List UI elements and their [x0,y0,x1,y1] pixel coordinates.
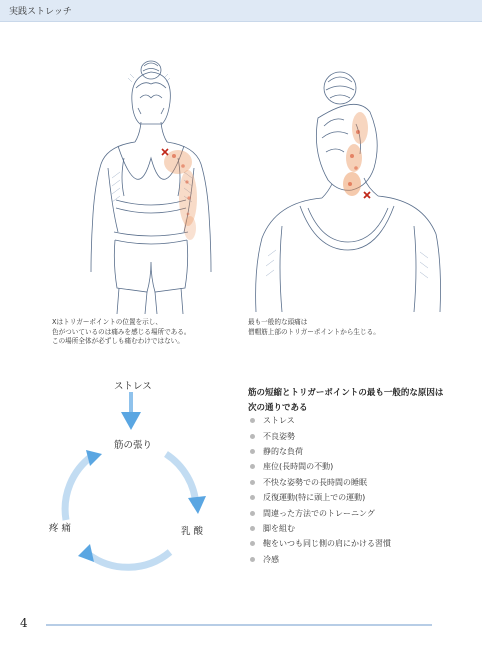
caption-line: 色がついているのは痛みを感じる場所である。 [52,327,191,336]
list-item: 不良姿勢 [250,428,391,443]
stress-down-arrow [121,392,141,430]
arrow-head-icon [78,544,94,562]
cycle-label-tension: 筋の張り [114,440,153,451]
list-item: 間違った方法でのトレーニング [250,505,391,520]
caption-line: この場所全体が必ずしも痛むわけではない。 [52,337,184,345]
cycle-label-lactic: 乳 酸 [181,526,204,537]
caption-line: 僧帽筋上部のトリガーポイントから生じる。 [248,327,380,336]
bullet-icon [250,464,255,469]
arc-pain-to-tension [65,456,92,520]
list-item: 鞄をいつも同じ側の肩にかける習慣 [250,536,391,551]
bullet-icon [250,557,255,562]
list-item: ストレス [250,413,391,428]
bullet-icon [250,434,255,439]
pain-area-left [164,150,197,240]
right-figure-caption [248,318,380,337]
bullet-icon [250,541,255,546]
cycle-label-pain: 疼 痛 [49,523,72,534]
header-title: 実践ストレッチ [9,7,72,17]
arrow-head-icon [86,450,102,466]
page-header [0,0,482,21]
bullet-icon [250,495,255,500]
bullet-icon [250,480,255,485]
cycle-diagram [30,370,230,580]
arrow-head-icon [188,496,206,514]
cycle-label-stress: ストレス [114,381,152,392]
list-item: 座位(長時間の不動) [250,459,391,474]
neck-closeup-illustration [252,66,442,312]
header-divider [0,21,482,22]
list-item: 反復運動(特に頭上での運動) [250,490,391,505]
arc-lactic-to-pain [88,552,170,567]
bullet-icon [250,449,255,454]
causes-title-line-2: 次の通りである [248,403,308,413]
page-number: 4 [20,616,28,630]
trigger-point-x-icon [162,149,168,155]
bullet-icon [250,511,255,516]
caption-line: 最も一般的な頭痛は [248,318,308,326]
bullet-icon [250,418,255,423]
causes-title-line-1: 筋の短縮とトリガーポイントの最も一般的な原因は [248,388,444,398]
back-view-illustration [88,58,218,314]
causes-list [250,413,391,567]
footer-divider [46,624,432,626]
bullet-icon [250,526,255,531]
caption-line: Xはトリガーポイントの位置を示し、 [52,318,162,326]
trigger-point-x-icon [364,192,370,198]
list-item: 冷感 [250,552,391,567]
list-item: 不快な姿勢での長時間の睡眠 [250,475,391,490]
list-item: 脚を組む [250,521,391,536]
left-figure-caption [52,318,190,347]
list-item: 静的な負荷 [250,444,391,459]
